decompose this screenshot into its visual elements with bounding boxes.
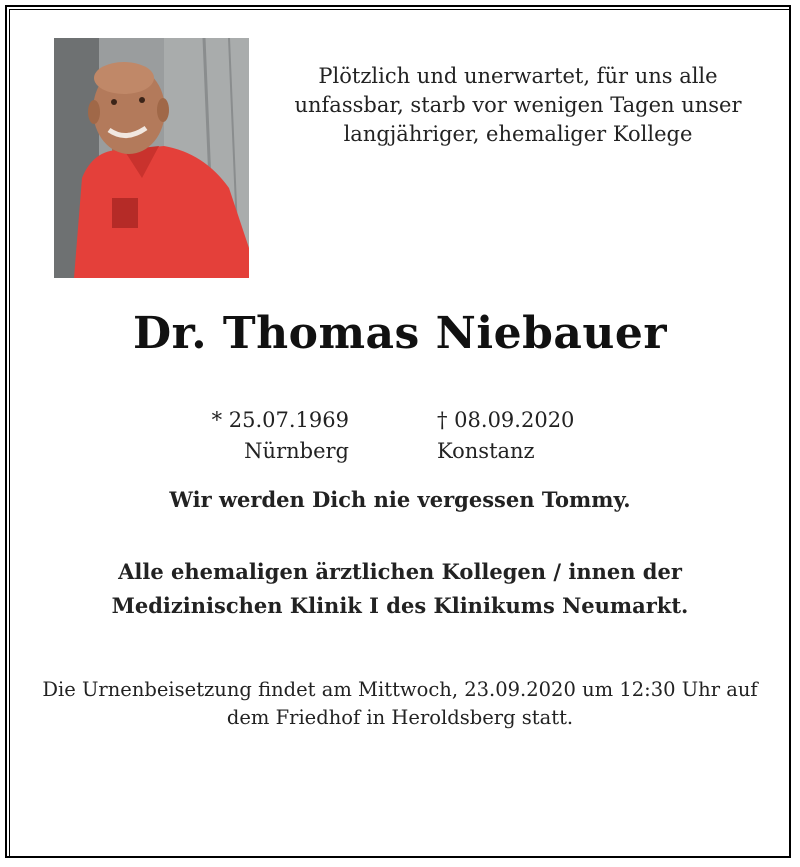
farewell-line: Wir werden Dich nie vergessen Tommy. bbox=[169, 487, 631, 512]
intro-text bbox=[268, 62, 768, 149]
burial-line-2: dem Friedhof in Heroldsberg statt. bbox=[226, 706, 574, 729]
signature-line-2: Medizinischen Klinik I des Klinikums Neumarkt. bbox=[111, 593, 689, 618]
portrait-photo bbox=[54, 38, 249, 278]
burial-line-1: Die Urnenbeisetzung findet am Mittwoch, 23.09.2020 um 12:30 Uhr auf bbox=[42, 678, 758, 701]
burial-info bbox=[0, 676, 800, 732]
death-place: Konstanz bbox=[437, 439, 535, 463]
intro-line-2: unfassbar, starb vor wenigen Tagen unser bbox=[294, 93, 742, 117]
death-info bbox=[437, 405, 574, 467]
portrait-illustration bbox=[54, 38, 249, 278]
signature-text bbox=[0, 555, 800, 623]
death-date: † 08.09.2020 bbox=[437, 408, 575, 432]
birth-info bbox=[212, 405, 349, 467]
birth-date: * 25.07.1969 bbox=[211, 408, 349, 432]
birth-place: Nürnberg bbox=[244, 439, 349, 463]
intro-line-3: langjähriger, ehemaliger Kollege bbox=[343, 122, 693, 146]
deceased-name: Dr. Thomas Niebauer bbox=[132, 308, 668, 359]
farewell-text bbox=[0, 483, 800, 517]
intro-line-1: Plötzlich und unerwartet, für uns alle bbox=[318, 64, 718, 88]
signature-line-1: Alle ehemaligen ärztlichen Kollegen / innen der bbox=[118, 559, 682, 584]
